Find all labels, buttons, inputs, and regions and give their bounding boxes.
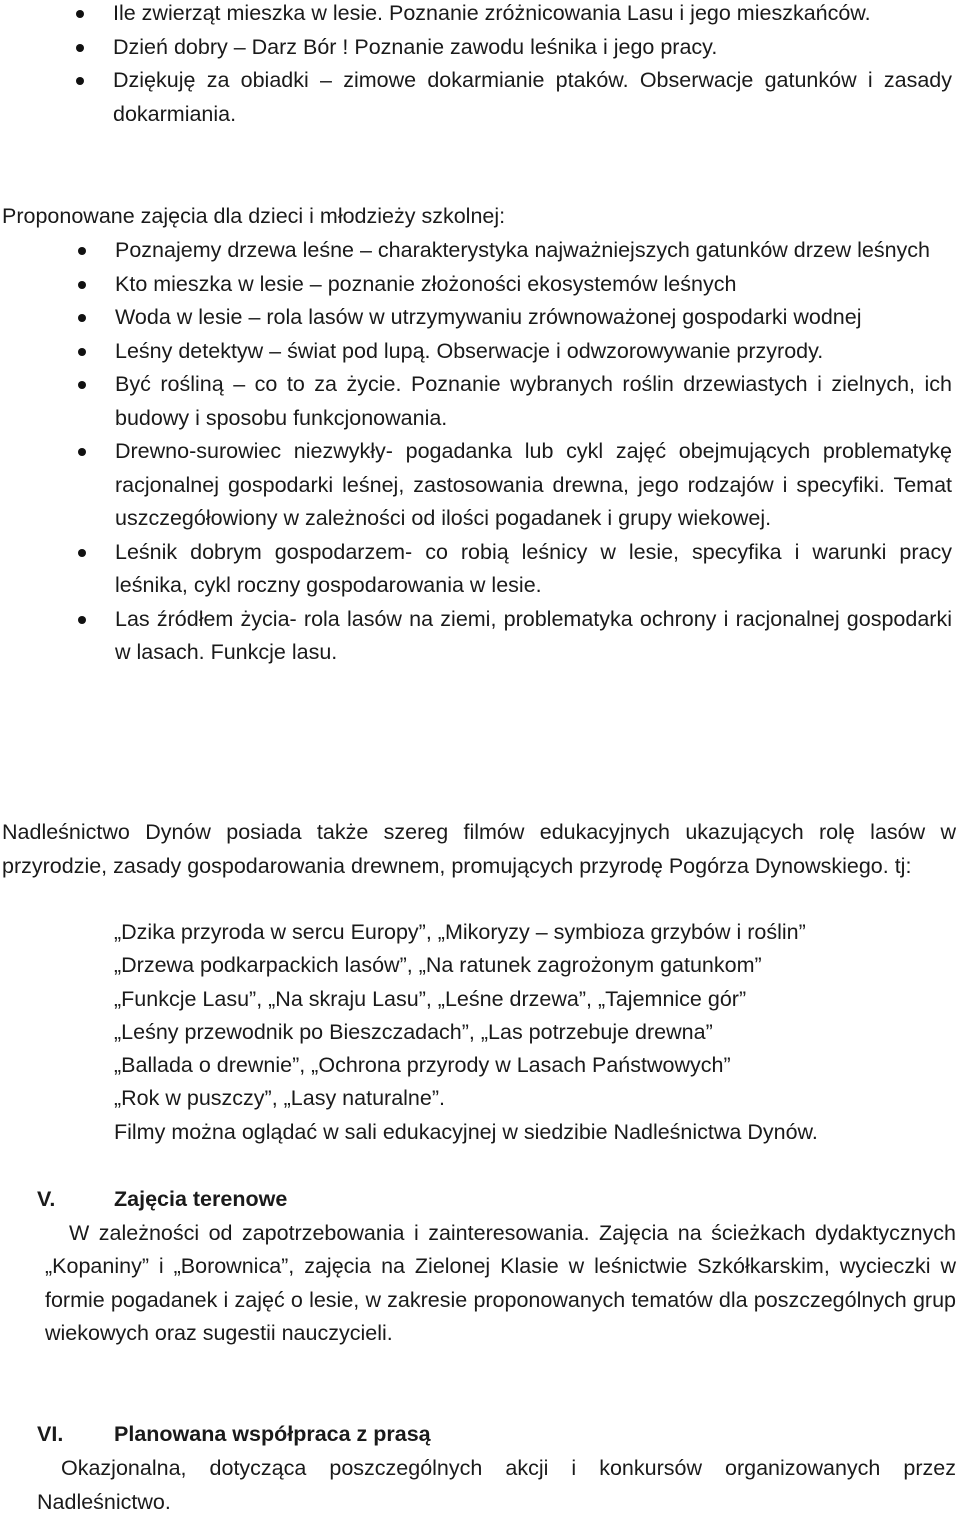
- films-location-note: Filmy można oglądać w sali edukacyjnej w siedzibie Nadleśnictwa Dynów.: [114, 1119, 818, 1144]
- film-line: „Dzika przyroda w sercu Europy”, „Mikoryzy – symbioza grzybów i roślin”: [114, 920, 806, 944]
- list-item: Kto mieszka w lesie – poznanie złożoności ekosystemów leśnych: [2, 268, 956, 302]
- top-bullet-list: [0, 0, 956, 131]
- film-line: „Funkcje Lasu”, „Na skraju Lasu”, „Leśne drzewa”, „Tajemnice gór”: [114, 986, 747, 1011]
- section-heading-field-activities: [37, 1183, 537, 1216]
- section-number: VI.: [37, 1422, 64, 1446]
- section-title: Planowana współpraca z prasą: [114, 1422, 431, 1446]
- list-item: Ile zwierząt mieszka w lesie. Poznanie zróżnicowania Lasu i jego mieszkańców.: [0, 0, 956, 31]
- film-line: „Drzewa podkarpackich lasów”, „Na ratunek zagrożonym gatunkom”: [114, 953, 762, 978]
- field-activities-paragraph: W zależności od zapotrzebowania i zainteresowania. Zajęcia na ścieżkach dydaktycznych „Kopaniny” i „Borownica”, zajęcia na Zielonej Klasie w leśnictwie Szkółkarskim, wycieczki w formie pogadanek i zajęć o lesie, w zakresie proponowanych tematów dla poszczególnych grup wiekowych oraz sugestii nauczycieli.: [45, 1221, 956, 1346]
- list-item: Dziękuję za obiadki – zimowe dokarmianie ptaków. Obserwacje gatunków i zasady dokarmiania.: [0, 64, 956, 131]
- list-item: Dzień dobry – Darz Bór ! Poznanie zawodu leśnika i jego pracy.: [0, 31, 956, 65]
- list-item: Drewno-surowiec niezwykły- pogadanka lub cykl zajęć obejmujących problematykę racjonalnej gospodarki leśnej, zastosowania drewna, jego rodzajów i specyfiki. Temat uszczegółowiony w zależności od ilości pogadanek i grupy wiekowej.: [2, 435, 956, 536]
- section-title: Zajęcia terenowe: [114, 1187, 288, 1211]
- film-line: „Ballada o drewnie”, „Ochrona przyrody w Lasach Państwowych”: [114, 1053, 731, 1078]
- section-number: V.: [37, 1187, 56, 1211]
- list-item: Leśny detektyw – świat pod lupą. Obserwacje i odwzorowywanie przyrody.: [2, 335, 956, 369]
- list-item: Poznajemy drzewa leśne – charakterystyka najważniejszych gatunków drzew leśnych: [2, 234, 956, 268]
- proposed-activities-intro: Proponowane zajęcia dla dzieci i młodzieży szkolnej:: [2, 204, 506, 228]
- list-item: Leśnik dobrym gospodarzem- co robią leśnicy w lesie, specyfika i warunki pracy leśnika, cykl roczny gospodarowania w lesie.: [2, 536, 956, 603]
- section-heading-press-cooperation: [37, 1418, 637, 1451]
- films-paragraph: Nadleśnictwo Dynów posiada także szereg filmów edukacyjnych ukazujących rolę lasów w przyrodzie, zasady gospodarowania drewnem, promujących przyrodę Pogórza Dynowskiego. tj:: [2, 820, 956, 878]
- film-line: „Rok w puszczy”, „Lasy naturalne”.: [114, 1086, 445, 1111]
- list-item: Być rośliną – co to za życie. Poznanie wybranych roślin drzewiastych i zielnych, ich budowy i sposobu funkcjonowania.: [2, 368, 956, 435]
- list-item: Woda w lesie – rola lasów w utrzymywaniu zrównoważonej gospodarki wodnej: [2, 301, 956, 335]
- films-list: [114, 916, 960, 1149]
- list-item: Las źródłem życia- rola lasów na ziemi, problematyka ochrony i racjonalnej gospodarki w lasach. Funkcje lasu.: [2, 603, 956, 670]
- proposed-activities-list: [2, 234, 956, 670]
- press-cooperation-paragraph: Okazjonalna, dotycząca poszczególnych akcji i konkursów organizowanych przez Nadleśnictwo.: [37, 1456, 956, 1514]
- film-line: „Leśny przewodnik po Bieszczadach”, „Las potrzebuje drewna”: [114, 1019, 713, 1044]
